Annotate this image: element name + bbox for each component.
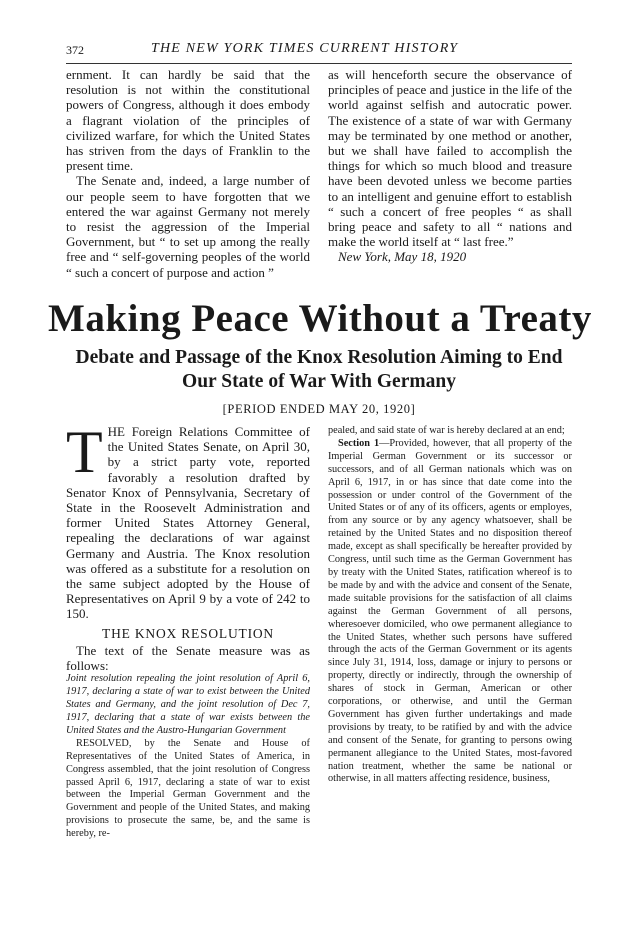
top-right-paragraph-1: as will henceforth secure the observance of principles of peace and justice in the life of the world against selfish and autocratic power. The existence of a state of war with Germany may be terminated by one method or another, but we shall have failed to accomplish the things for which so much blood and treasure have been devoted unless we become parties to an intelligent and genuine effort to establish “ such a concert of free peoples “ as shall bring peace and safety to all “ nations and make the world itself at “ last free.” (328, 67, 572, 250)
intro-text: HE Foreign Relations Committee of the United States Senate, on April 30, by a strict party vote, reported favorably a resolution drafted by Senator Knox of Pennsylvania, Secretary of State in the Roosevelt Administration and former United States Attorney General, repealing the declarations of war against Germany and Austria. The Knox resolution was offered as a substitute for a resolution on the same subject adopted by the House of Representatives on April 9 by a vote of 242 to 150. (66, 424, 310, 622)
resolution-title: Joint resolution repealing the joint resolution of April 6, 1917, declaring a state of war to exist between the United States and Germany, and the joint resolution of Dec 7, 1917, declaring that a state of war exists between the United States and the Austro-Hungarian Government (66, 673, 310, 736)
page-number: 372 (66, 43, 84, 57)
article-title: Making Peace Without a Treaty (48, 297, 592, 340)
top-left-column (66, 67, 310, 280)
article-right-column (328, 425, 572, 786)
period-ended-line: [PERIOD ENDED MAY 20, 1920] (222, 402, 416, 416)
top-right-column (328, 67, 572, 265)
section-1-text: —Provided, however, that all property of the Imperial German Government or its successor or successors, and of all German nationals which was on April 6, 1917, in or has since that date come into the possession or under control of the Government of the United States or of any of its officers, agents or employes, from any source or by any agency whatsoever, shall be retained by the United States and no disposition thereof made, except as shall specifically be hereafter provided by Congress, until such time as the German Government has by treaty with the United States, ratification whereof is to be made by and with the advice and consent of the Senate, made suitable provisions for the satisfaction of all claims against the German Government of all persons, wheresoever domiciled, who owe permanent allegiance to the United States, whether such persons have suffered through the acts of the German Government or its agents since July 31, 1914, loss, damage or injury to persons or property, directly or indirectly, through the ownership of shares of stock in German, American or other corporations, or otherwise, and until the German Government has given further undertakings and made provisions by treaty, to be ratified by and with the advice and consent of the Senate, for granting to persons owing permanent allegiance to the United States, most-favored nation treatment, whether the same be national or otherwise, in all matters affecting residence, business, (328, 437, 572, 785)
signature-line: New York, May 18, 1920 (338, 249, 467, 265)
section-1-label: Section 1 (338, 437, 380, 449)
top-left-paragraph-2: The Senate and, indeed, a large number of our people seem to have forgotten that we entered the war against Germany not merely to resist the aggression of the Imperial Government, but “ to set up among the really free and “ self-governing peoples of the world “ such a concert of purpose and action ” (66, 173, 310, 280)
running-title: THE NEW YORK TIMES CURRENT HISTORY (151, 41, 459, 56)
repeal-continuation: pealed, and said state of war is hereby declared at an end; (328, 425, 565, 436)
article-subtitle: Debate and Passage of the Knox Resolution Aiming to End Our State of War With Germany (75, 347, 563, 392)
article-left-column (66, 419, 310, 841)
page-header (66, 41, 570, 61)
section-heading: THE KNOX RESOLUTION (102, 625, 274, 641)
intro-paragraph (66, 419, 310, 622)
header-rule (66, 63, 572, 64)
section-1-paragraph (328, 438, 572, 786)
top-left-paragraph-1: ernment. It can hardly be said that the resolution is not within the constitutional powers of Congress, although it does embody a flagrant violation of the principles of civilized warfare, for which the United States has striven from the days of Franklin to the present time. (66, 67, 310, 174)
text-intro: The text of the Senate measure was as follows: (66, 642, 310, 674)
resolved-paragraph: RESOLVED, by the Senate and House of Representatives of the United States of America, in Congress assembled, that the joint resolution of Congress passed April 6, 1917, declaring a state of war to exist between the Imperial German Government and the Government and people of the United States, and making provisions to prosecute the same, be, and the same is hereby, re- (66, 737, 310, 840)
drop-cap: T (66, 419, 103, 485)
